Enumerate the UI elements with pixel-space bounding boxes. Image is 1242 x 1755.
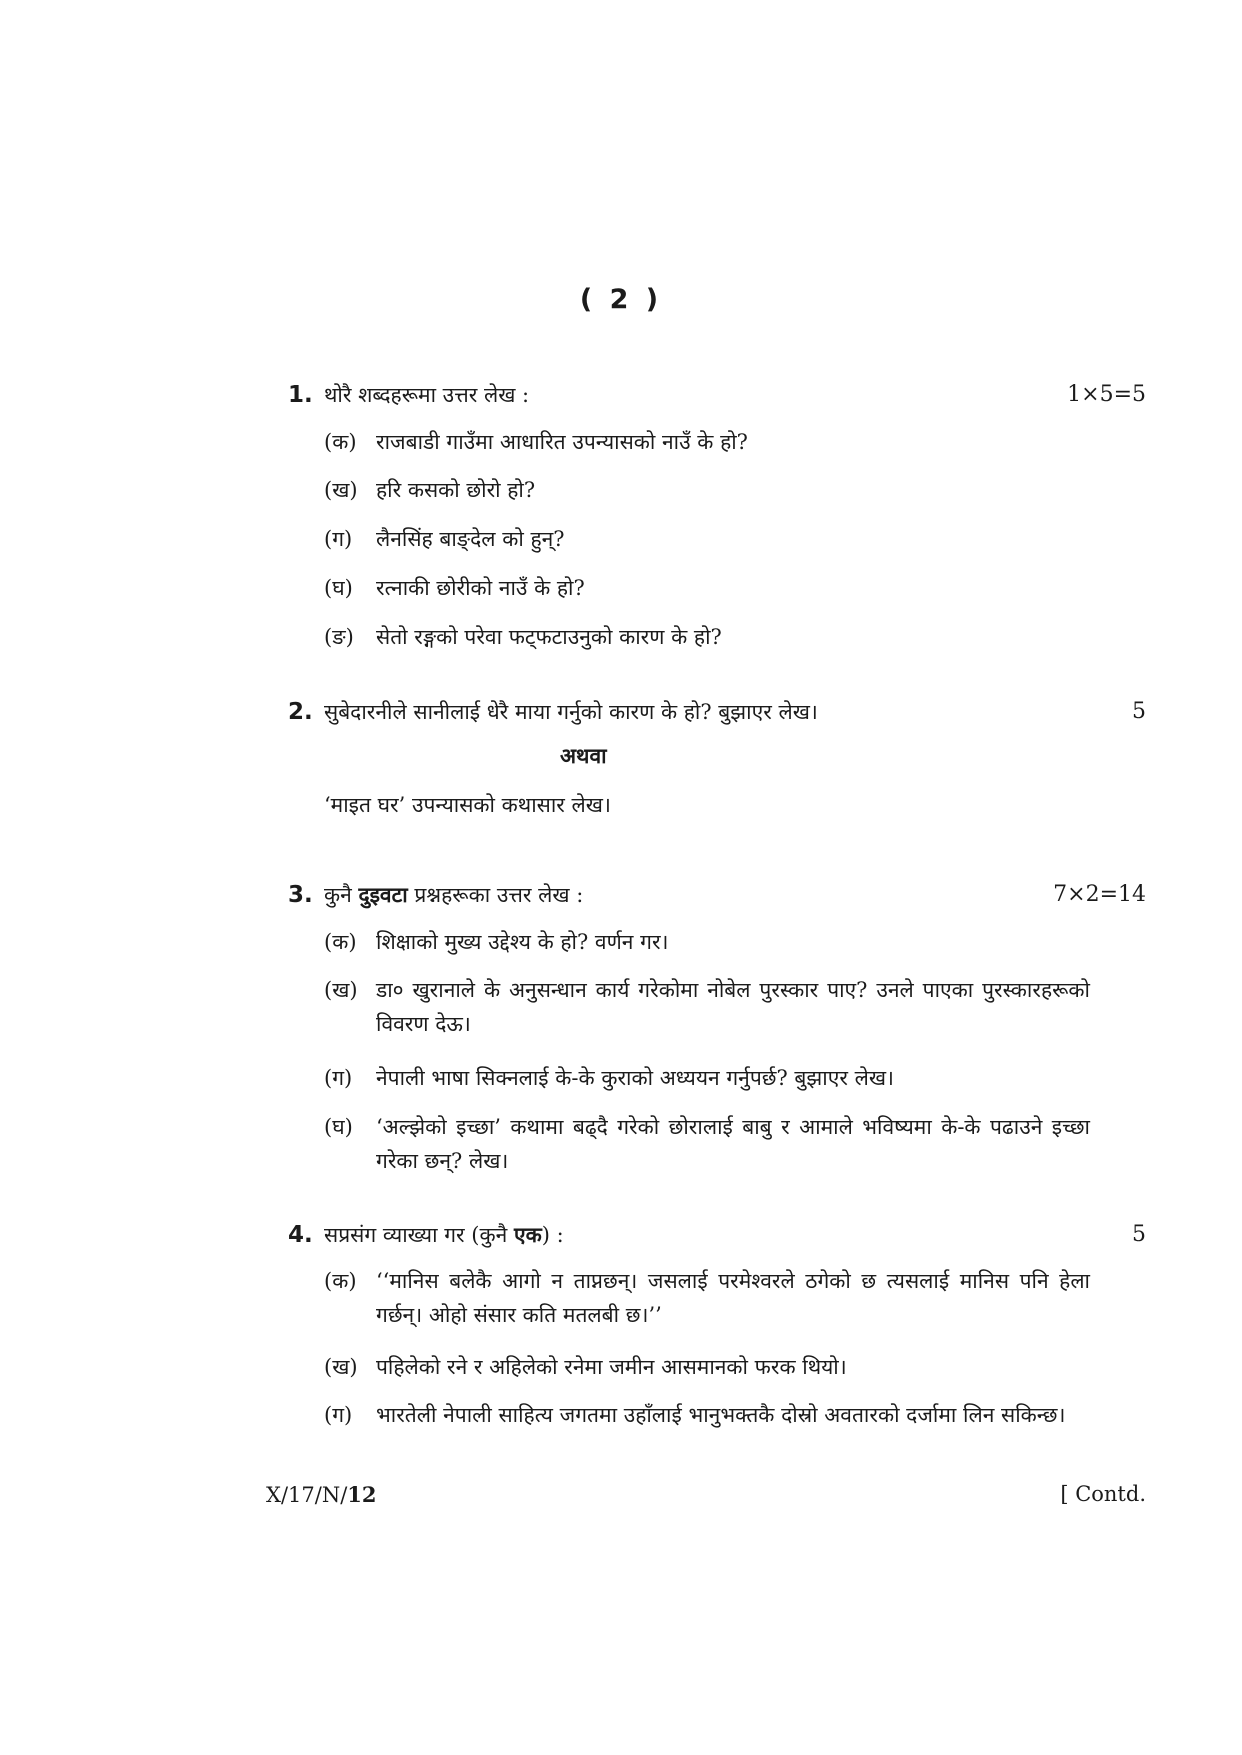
sub-question-label: (ख) (324, 478, 358, 502)
sub-question (324, 1110, 1090, 1178)
continued-label: [ Contd. (1060, 1482, 1146, 1506)
sub-question (324, 1061, 1090, 1095)
sub-question (324, 620, 1090, 654)
paper-code-number: 12 (347, 1482, 377, 1507)
sub-question-text: भारतेली नेपाली साहित्य जगतमा उहाँलाई भानुभक्तकै दोस्रो अवतारको दर्जामा लिन सकिन्छ। (376, 1403, 1066, 1427)
sub-question (324, 1350, 1090, 1384)
sub-question-label: (ख) (324, 978, 358, 1002)
sub-question-label: (क) (324, 430, 357, 454)
question-4 (288, 1218, 1146, 1252)
question-number: 1. (288, 382, 313, 408)
sub-question-text: लैनसिंह बाङ्देल को हुन्? (376, 527, 565, 551)
sub-question-label: (ग) (324, 1403, 353, 1427)
question-text: थोरै शब्दहरूमा उत्तर लेख : (324, 383, 530, 407)
question-text-prefix: सप्रसंग व्याख्या गर (कुनै (324, 1223, 514, 1247)
sub-question (324, 1398, 1090, 1432)
sub-question (324, 973, 1090, 1041)
sub-question-label: (ग) (324, 527, 353, 551)
question-text-emphasis: एक (513, 1222, 542, 1247)
question-marks: 1×5=5 (1067, 382, 1146, 407)
sub-question-label: (ख) (324, 1355, 358, 1379)
sub-question (324, 425, 1090, 459)
sub-question-label: (ग) (324, 1066, 353, 1090)
sub-question-label: (क) (324, 1269, 357, 1293)
alternative-question: ‘माइत घर’ उपन्यासको कथासार लेख। (324, 793, 611, 817)
question-number: 4. (288, 1222, 313, 1248)
sub-question-label: (घ) (324, 1115, 353, 1139)
question-number: 2. (288, 699, 313, 725)
question-text-prefix: कुनै (324, 883, 359, 907)
question-1 (288, 378, 1146, 412)
sub-question-text: हरि कसको छोरो हो? (376, 478, 536, 502)
sub-question-text: रत्नाकी छोरीको नाउँ के हो? (376, 576, 585, 600)
sub-question (324, 1264, 1090, 1332)
sub-question-label: (क) (324, 930, 357, 954)
sub-question-text: राजबाडी गाउँमा आधारित उपन्यासको नाउँ के हो? (376, 430, 748, 454)
sub-question-text: डा० खुरानाले के अनुसन्धान कार्य गरेकोमा नोबेल पुरस्कार पाए? उनले पाएका पुरस्कारहरूको विवरण देऊ। (376, 978, 1090, 1036)
sub-question-text: ‘अल्झेको इच्छा’ कथामा बढ्दै गरेको छोरालाई बाबु र आमाले भविष्यमा के-के पढाउने इच्छा गरेका छन्? लेख। (376, 1115, 1090, 1173)
question-text (324, 878, 583, 912)
sub-question (324, 522, 1090, 556)
page-number: ( 2 ) (579, 284, 663, 315)
paper-code-prefix: X/17/N/ (266, 1483, 348, 1507)
sub-question-text: नेपाली भाषा सिक्नलाई के-के कुराको अध्ययन गर्नुपर्छ? बुझाएर लेख। (376, 1066, 894, 1090)
question-text-suffix: प्रश्नहरूका उत्तर लेख : (407, 883, 584, 907)
question-text: सुबेदारनीले सानीलाई धेरै माया गर्नुको कारण के हो? बुझाएर लेख। (324, 700, 818, 724)
sub-question-text: ‘‘मानिस बलेकै आगो न ताप्नछन्। जसलाई परमेश्वरले ठगेको छ त्यसलाई मानिस पनि हेला गर्छन्। ओहो संसार कति मतलबी छ।’’ (376, 1269, 1090, 1327)
question-text (324, 1218, 564, 1252)
question-2 (288, 695, 1146, 729)
sub-question-text: सेतो रङ्गको परेवा फट्फटाउनुको कारण के हो? (376, 625, 722, 649)
sub-question (324, 473, 1090, 507)
sub-question (324, 925, 1090, 959)
sub-question-text: पहिलेको रने र अहिलेको रनेमा जमीन आसमानको फरक थियो। (376, 1355, 847, 1379)
sub-question (324, 571, 1090, 605)
question-marks: 5 (1132, 699, 1146, 724)
or-separator: अथवा (560, 743, 607, 768)
sub-question-label: (ङ) (324, 625, 354, 649)
question-number: 3. (288, 882, 313, 908)
question-3 (288, 878, 1146, 912)
question-text-emphasis: दुइवटा (358, 882, 408, 907)
sub-question-label: (घ) (324, 576, 353, 600)
sub-question-text: शिक्षाको मुख्य उद्देश्य के हो? वर्णन गर। (376, 930, 669, 954)
question-text-suffix: ) : (541, 1223, 564, 1247)
paper-code (266, 1482, 377, 1507)
question-marks: 5 (1132, 1222, 1146, 1247)
question-marks: 7×2=14 (1053, 882, 1146, 907)
